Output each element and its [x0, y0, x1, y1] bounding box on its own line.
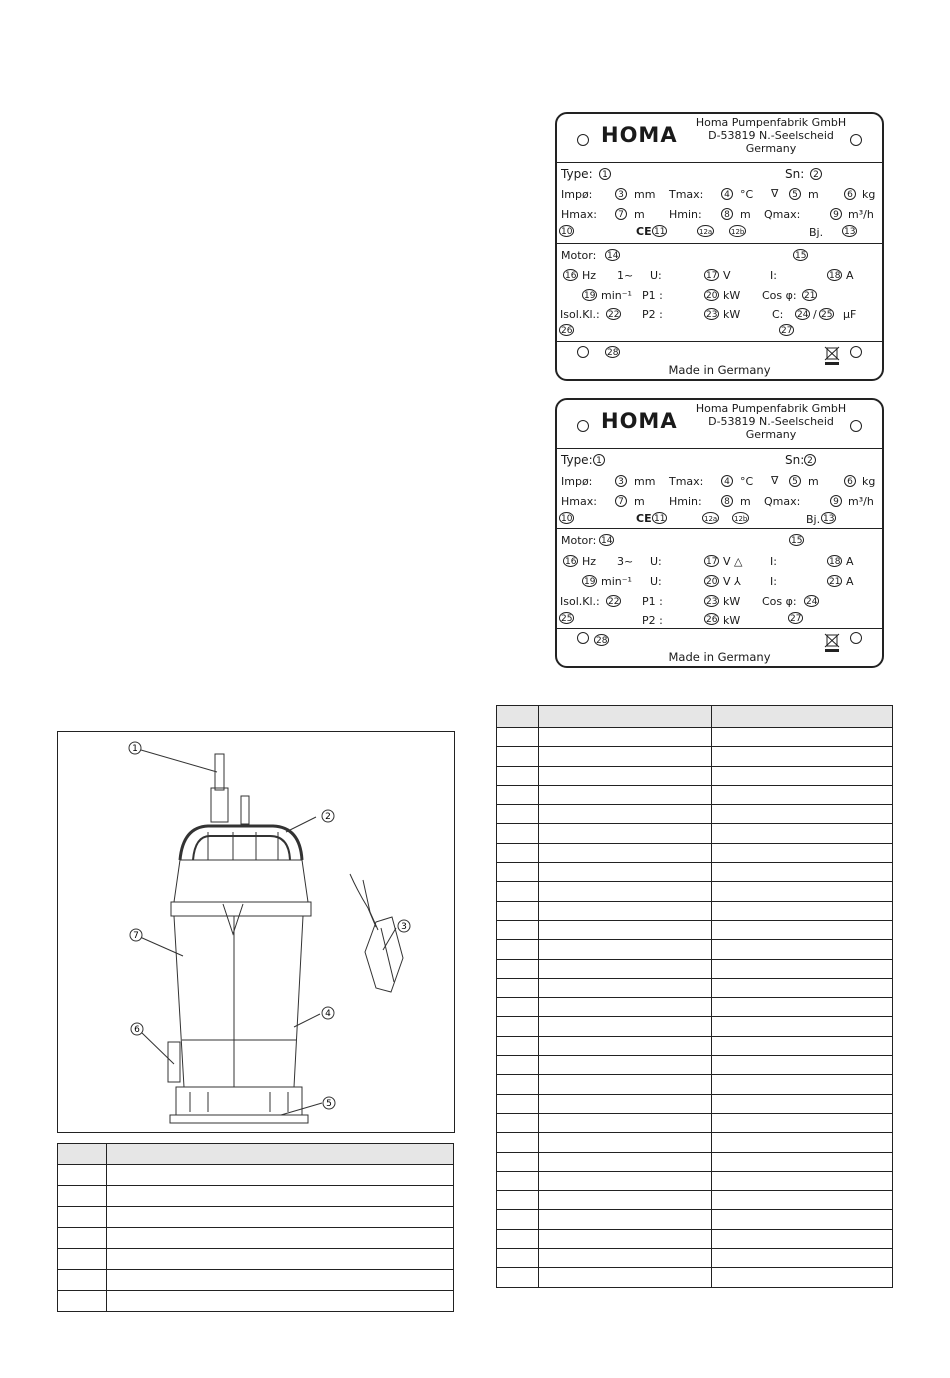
- table-row: [58, 1207, 454, 1228]
- label-type: Type:: [561, 453, 593, 467]
- unit-kw: kW: [723, 308, 741, 321]
- unit-v-delta: V △: [723, 555, 743, 568]
- label-hmax: Hmax:: [561, 208, 597, 221]
- ref-number: 21: [804, 291, 816, 301]
- ref-number: 23: [706, 310, 718, 320]
- unit-uf: µF: [843, 308, 857, 321]
- ref-number: 4: [721, 188, 733, 200]
- ref-number: 5: [789, 475, 801, 487]
- label-u: U:: [650, 555, 662, 568]
- ref-number: 27: [790, 614, 802, 624]
- divider: [557, 628, 882, 629]
- ref-number: 6: [844, 188, 856, 200]
- unit-hz: Hz: [582, 555, 597, 568]
- label-hmax: Hmax:: [561, 495, 597, 508]
- company-country: Germany: [745, 142, 797, 155]
- unit-celsius: °C: [740, 188, 754, 201]
- table-row: [497, 1036, 893, 1055]
- table-row: [497, 1229, 893, 1248]
- unit-m: m: [808, 188, 819, 201]
- label-p1: P1 :: [642, 595, 663, 608]
- table-row: [58, 1186, 454, 1207]
- ref-number: 28: [596, 636, 608, 646]
- unit-celsius: °C: [740, 475, 754, 488]
- ref-number: 19: [584, 577, 596, 587]
- table-row: [497, 785, 893, 804]
- mounting-hole: [850, 632, 862, 644]
- unit-m: m: [808, 475, 819, 488]
- table-row: [497, 1113, 893, 1132]
- ref-number: 17: [706, 557, 718, 567]
- label-qmax: Qmax:: [764, 208, 801, 221]
- ce-mark: CE: [636, 225, 652, 238]
- label-hmin: Hmin:: [669, 208, 702, 221]
- table-row: [497, 940, 893, 959]
- label-i: I:: [770, 575, 777, 588]
- ref-number: 16: [565, 557, 577, 567]
- water-level-icon: ∇: [771, 187, 779, 200]
- homa-logo: HOMA: [601, 409, 678, 433]
- table-row: [497, 863, 893, 882]
- table-header-cell: [712, 706, 893, 728]
- label-qmax: Qmax:: [764, 495, 801, 508]
- weee-bin-icon: [823, 344, 841, 366]
- manufacturer-address: [681, 402, 861, 441]
- table-row: [497, 978, 893, 997]
- label-u: U:: [650, 575, 662, 588]
- table-row: [58, 1228, 454, 1249]
- ref-number: 20: [706, 577, 718, 587]
- table-header-row: [497, 706, 893, 728]
- manufacturer-address: [681, 116, 861, 155]
- ref-number: 19: [584, 291, 596, 301]
- ref-number: 26: [706, 615, 718, 625]
- label-motor: Motor:: [561, 249, 597, 262]
- separator: /: [813, 308, 817, 321]
- mounting-hole: [850, 346, 862, 358]
- ref-number: 14: [607, 251, 619, 261]
- unit-v: V: [723, 269, 731, 282]
- table-row: [58, 1291, 454, 1312]
- table-row: [497, 1056, 893, 1075]
- ref-number: 9: [830, 495, 842, 507]
- table-row: [497, 1210, 893, 1229]
- table-row: [497, 901, 893, 920]
- table-row: [497, 1017, 893, 1036]
- ref-number: 20: [706, 291, 718, 301]
- label-sn: Sn:: [785, 453, 805, 467]
- divider: [557, 243, 882, 244]
- homa-logo: HOMA: [601, 123, 678, 147]
- ref-number: 15: [791, 536, 803, 546]
- ref-number: 15: [795, 251, 807, 261]
- ref-number: 2: [804, 454, 816, 466]
- ref-number: 13: [844, 227, 856, 237]
- callout-label: 5: [326, 1099, 332, 1109]
- unit-a: A: [846, 555, 854, 568]
- unit-rpm: min⁻¹: [601, 575, 632, 588]
- table-row: [497, 824, 893, 843]
- unit-m3h: m³/h: [848, 495, 874, 508]
- table-row: [497, 1268, 893, 1287]
- label-cos-phi: Cos φ:: [762, 595, 797, 608]
- company-name: Homa Pumpenfabrik GmbH: [695, 402, 847, 415]
- label-type: Type:: [561, 167, 593, 181]
- ref-number: 23: [706, 597, 718, 607]
- table-row: [497, 843, 893, 862]
- pump-drawing: [58, 732, 454, 1132]
- table-row: [58, 1165, 454, 1186]
- label-impeller: Impø:: [561, 188, 593, 201]
- ref-number: 25: [561, 614, 573, 624]
- unit-m: m: [634, 208, 645, 221]
- ref-number: 26: [561, 326, 573, 336]
- table-row: [497, 1249, 893, 1268]
- ref-number: 6: [844, 475, 856, 487]
- table-row: [497, 1133, 893, 1152]
- mounting-hole: [577, 134, 589, 146]
- company-city: D-53819 N.-Seelscheid: [708, 415, 834, 428]
- table-row: [497, 747, 893, 766]
- ref-number: 16: [565, 271, 577, 281]
- table-row: [497, 959, 893, 978]
- unit-mm: mm: [634, 475, 656, 488]
- table-header-cell: [58, 1144, 107, 1165]
- label-insulation-class: Isol.Kl.:: [560, 595, 600, 608]
- unit-a: A: [846, 575, 854, 588]
- ref-number: 2: [810, 168, 822, 180]
- table-row: [497, 1171, 893, 1190]
- ref-number: 5: [789, 188, 801, 200]
- unit-kw: kW: [723, 595, 741, 608]
- label-insulation-class: Isol.Kl.:: [560, 308, 600, 321]
- label-cos-phi: Cos φ:: [762, 289, 797, 302]
- label-tmax: Tmax:: [669, 475, 704, 488]
- ref-number: 22: [608, 597, 620, 607]
- unit-mm: mm: [634, 188, 656, 201]
- ref-number: 10: [561, 227, 573, 237]
- ref-number: 7: [615, 495, 627, 507]
- table-row: [497, 1152, 893, 1171]
- table-row: [58, 1249, 454, 1270]
- phase-indicator: 3~: [617, 555, 634, 568]
- callout-label: 3: [401, 922, 407, 932]
- callout-label: 7: [133, 931, 139, 941]
- table-row: [497, 1075, 893, 1094]
- callout-label: 2: [325, 812, 331, 822]
- table-row: [497, 1191, 893, 1210]
- weee-bin-icon: [823, 631, 841, 653]
- table-header-cell: [107, 1144, 454, 1165]
- ref-number: 24: [797, 310, 809, 320]
- ref-number: 1: [593, 454, 605, 466]
- ref-number: 4: [721, 475, 733, 487]
- unit-kg: kg: [862, 188, 876, 201]
- ref-number: 11: [654, 227, 666, 237]
- unit-kg: kg: [862, 475, 876, 488]
- parts-table: [57, 1143, 454, 1312]
- company-name: Homa Pumpenfabrik GmbH: [695, 116, 847, 129]
- nameplate-single-phase: [555, 112, 884, 381]
- table-row: [497, 805, 893, 824]
- unit-m: m: [740, 495, 751, 508]
- made-in-label: Made in Germany: [668, 650, 771, 664]
- label-bj: Bj.: [809, 226, 824, 239]
- callout-label: 1: [132, 744, 138, 754]
- unit-rpm: min⁻¹: [601, 289, 632, 302]
- ref-number: 28: [607, 348, 619, 358]
- ref-number: 27: [781, 326, 793, 336]
- label-hmin: Hmin:: [669, 495, 702, 508]
- table-body: [497, 728, 893, 1288]
- ref-number: 13: [823, 514, 835, 524]
- nameplate-legend-table: [496, 705, 893, 1288]
- label-capacitor: C:: [772, 308, 784, 321]
- unit-a: A: [846, 269, 854, 282]
- ref-number: 7: [615, 208, 627, 220]
- company-country: Germany: [745, 428, 797, 441]
- mounting-hole: [577, 346, 589, 358]
- ref-number: 3: [615, 475, 627, 487]
- ref-number: 8: [721, 208, 733, 220]
- ref-number: 12b: [732, 512, 749, 524]
- divider: [557, 341, 882, 342]
- unit-m: m: [634, 495, 645, 508]
- callout-label: 6: [134, 1025, 140, 1035]
- water-level-icon: ∇: [771, 474, 779, 487]
- label-tmax: Tmax:: [669, 188, 704, 201]
- unit-hz: Hz: [582, 269, 597, 282]
- table-header-cell: [497, 706, 539, 728]
- divider: [557, 528, 882, 529]
- table-row: [497, 728, 893, 747]
- ref-number: 12b: [729, 225, 746, 237]
- label-i: I:: [770, 269, 777, 282]
- label-motor: Motor:: [561, 534, 597, 547]
- unit-m: m: [740, 208, 751, 221]
- table-header-row: [58, 1144, 454, 1165]
- ref-number: 17: [706, 271, 718, 281]
- ref-number: 18: [829, 271, 841, 281]
- label-p2: P2 :: [642, 614, 663, 627]
- label-sn: Sn:: [785, 167, 805, 181]
- nameplate-three-phase: [555, 398, 884, 668]
- table-row: [497, 1094, 893, 1113]
- unit-kw: kW: [723, 289, 741, 302]
- table-row: [497, 882, 893, 901]
- label-impeller: Impø:: [561, 475, 593, 488]
- phase-indicator: 1~: [617, 269, 634, 282]
- label-p1: P1 :: [642, 289, 663, 302]
- ref-number: 11: [654, 514, 666, 524]
- ref-number: 24: [806, 597, 818, 607]
- made-in-label: Made in Germany: [668, 363, 771, 377]
- table-row: [58, 1270, 454, 1291]
- ce-mark: CE: [636, 512, 652, 525]
- ref-number: 3: [615, 188, 627, 200]
- unit-kw: kW: [723, 614, 741, 627]
- ref-number: 10: [561, 514, 573, 524]
- ref-number: 9: [830, 208, 842, 220]
- table-header-cell: [539, 706, 712, 728]
- label-u: U:: [650, 269, 662, 282]
- ref-number: 14: [601, 536, 613, 546]
- unit-v-star: V ⅄: [723, 575, 741, 588]
- label-bj: Bj.: [806, 513, 821, 526]
- pump-drawing-frame: [57, 731, 455, 1133]
- label-i: I:: [770, 555, 777, 568]
- mounting-hole: [577, 632, 589, 644]
- ref-number: 18: [829, 557, 841, 567]
- table-row: [497, 766, 893, 785]
- ref-number: 25: [821, 310, 833, 320]
- table-row: [497, 998, 893, 1017]
- unit-m3h: m³/h: [848, 208, 874, 221]
- ref-number: 12a: [697, 225, 714, 237]
- ref-number: 1: [599, 168, 611, 180]
- ref-number: 21: [829, 577, 841, 587]
- ref-number: 22: [608, 310, 620, 320]
- ref-number: 12a: [702, 512, 719, 524]
- label-p2: P2 :: [642, 308, 663, 321]
- mounting-hole: [577, 420, 589, 432]
- callout-label: 4: [325, 1009, 331, 1019]
- ref-number: 8: [721, 495, 733, 507]
- company-city: D-53819 N.-Seelscheid: [708, 129, 834, 142]
- table-row: [497, 920, 893, 939]
